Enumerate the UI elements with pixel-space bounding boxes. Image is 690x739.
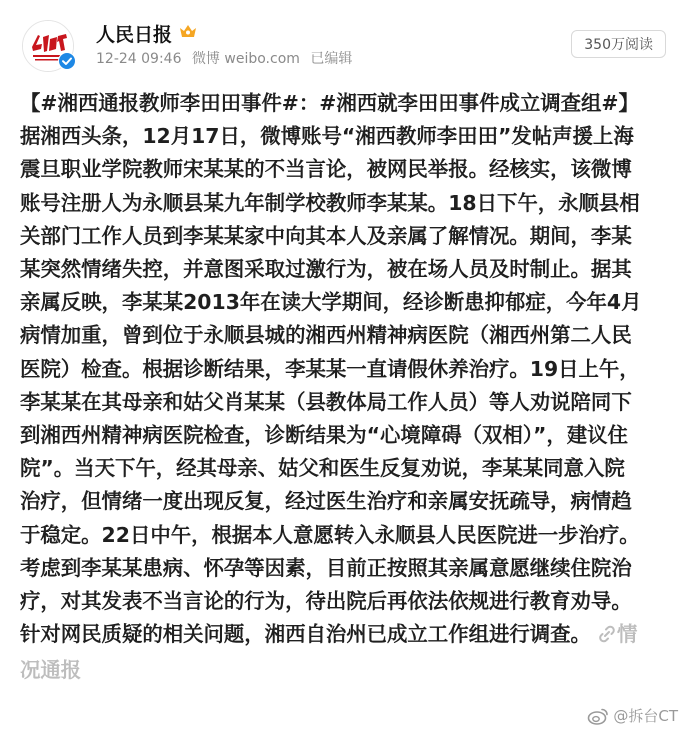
watermark [587, 705, 678, 726]
weibo-logo-icon [587, 707, 609, 725]
body-line-with-link [20, 618, 675, 654]
body-line: 病情加重，曾到位于永顺县城的湘西州精神病医院（湘西州第二人民 [20, 323, 632, 348]
read-count-badge[interactable]: 350万阅读 [571, 30, 666, 58]
body-line: 到湘西州精神病医院检查，诊断结果为“心境障碍（双相）”，建议住 [20, 423, 628, 448]
body-line: 治疗，但情绪一度出现反复，经过医生治疗和亲属安抚疏导，病情趋 [20, 489, 632, 514]
author-name[interactable] [96, 20, 198, 47]
watermark-text: @拆台CT [613, 707, 678, 725]
body-line: 关部门工作人员到李某某家中向其本人及亲属了解情况。期间，李某 [20, 223, 632, 248]
body-line: 账号注册人为永顺县某九年制学校教师李某某。18日下午，永顺县相 [20, 190, 640, 215]
body-line: 于稳定。22日中午，根据本人意愿转入永顺县人民医院进一步治疗。 [20, 522, 640, 547]
link-icon [597, 621, 617, 654]
body-line: 疗，对其发表不当言论的行为，待出院后再依法依规进行教育劝导。 [20, 589, 632, 614]
post-meta [96, 48, 358, 68]
post-time: 12-24 09:46 [96, 51, 182, 67]
body-line: 震旦职业学院教师宋某某的不当言论，被网民举报。经核实，该微博 [20, 157, 632, 182]
body-line: 某突然情绪失控，并意图采取过激行为，被在场人员及时制止。据其 [20, 257, 632, 282]
post-header [0, 0, 690, 85]
link-text-end[interactable]: 况通报 [20, 658, 82, 683]
body-line: 医院）检查。根据诊断结果，李某某一直请假休养治疗。19日上午， [20, 356, 640, 381]
body-line: 李某某在其母亲和姑父肖某某（县教体局工作人员）等人劝说陪同下 [20, 389, 632, 414]
author-name-text[interactable]: 人民日报 [96, 24, 173, 46]
link-text-start[interactable]: 情 [616, 622, 638, 647]
body-line-text: 针对网民质疑的相关问题，湘西自治州已成立工作组进行调查。 [20, 622, 591, 647]
body-line: 据湘西头条，12月17日，微博账号“湘西教师李田田”发帖声援上海 [20, 124, 634, 149]
post-body [20, 87, 675, 688]
crown-icon [178, 22, 198, 45]
body-line: 考虑到李某某患病、怀孕等因素，目前正按照其亲属意愿继续住院治 [20, 555, 632, 580]
body-line: 亲属反映，李某某2013年在读大学期间，经诊断患抑郁症，今年4月 [20, 290, 642, 315]
link-line[interactable] [20, 654, 675, 687]
body-line: 【#湘西通报教师李田田事件#：#湘西就李田田事件成立调查组#】 [20, 91, 639, 115]
verified-badge-icon [58, 52, 76, 70]
post-source: 微博 weibo.com [191, 51, 300, 67]
body-line: 院”。当天下午，经其母亲、姑父和医生反复劝说，李某某同意入院 [20, 456, 625, 481]
post-edited: 已编辑 [310, 51, 353, 67]
